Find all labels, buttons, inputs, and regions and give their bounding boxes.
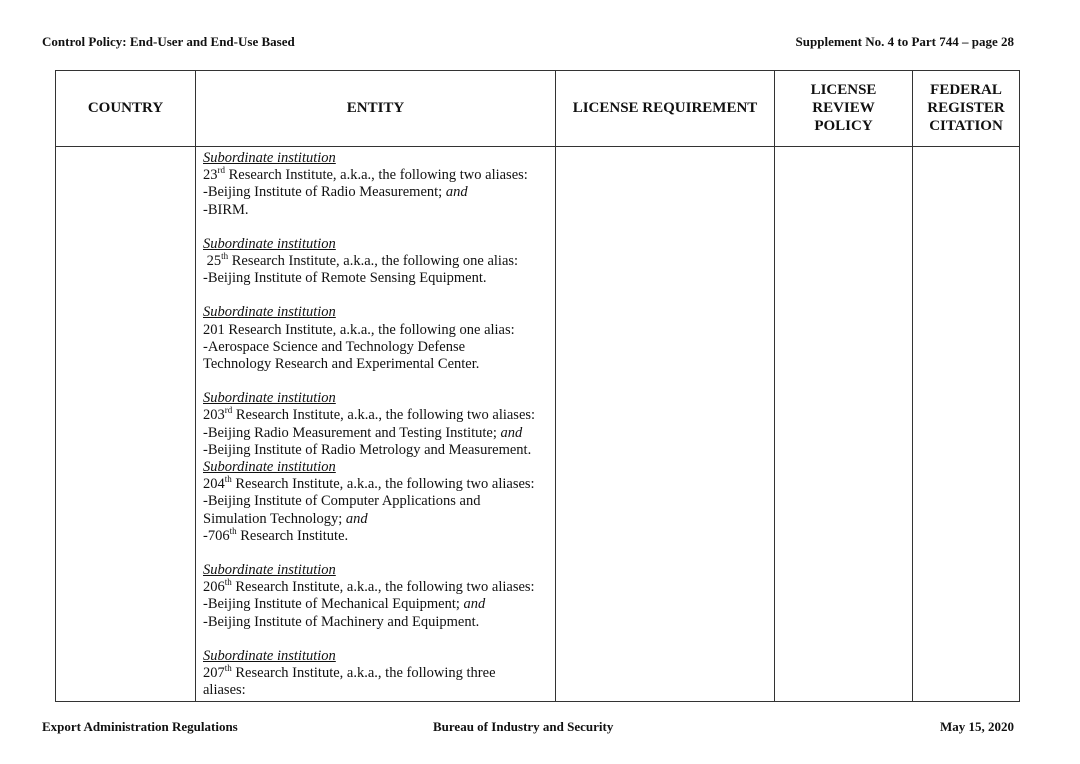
entity-text: Simulation Technology; <box>203 510 346 527</box>
subordinate-institution-label: Subordinate institution <box>203 647 336 664</box>
column-divider <box>912 70 913 702</box>
column-header-label: COUNTRY <box>87 100 164 116</box>
column-divider <box>555 70 556 702</box>
entity-entry <box>203 390 555 459</box>
conjunction-and: and <box>345 510 368 527</box>
ordinal-suffix: th <box>229 526 237 537</box>
entity-text: -Aerospace Science and Technology Defense <box>203 338 466 355</box>
running-footer-center: Bureau of Industry and Security <box>433 719 614 734</box>
entity-text: aliases: <box>203 682 246 699</box>
entity-entry <box>203 562 555 631</box>
ordinal-suffix: th <box>221 251 229 262</box>
column-header-label: CITATION <box>929 118 1003 134</box>
entity-text: Technology Research and Experimental Center. <box>203 356 480 373</box>
entity-text-line <box>203 339 555 356</box>
entity-cell <box>203 150 555 699</box>
entity-entry <box>203 150 555 219</box>
subordinate-institution-label: Subordinate institution <box>203 390 336 407</box>
entity-text: Research Institute, a.k.a., the following three <box>231 665 496 682</box>
ordinal-suffix: rd <box>224 405 233 416</box>
ordinal-suffix: th <box>224 474 232 485</box>
entity-text-line <box>203 579 555 596</box>
ordinal-suffix: th <box>224 577 232 588</box>
entity-text-line <box>203 493 555 510</box>
entity-text-line <box>203 425 555 442</box>
subordinate-institution-label: Subordinate institution <box>203 304 336 321</box>
entity-text-line <box>203 407 555 424</box>
column-header-label: REVIEW <box>812 100 875 116</box>
entity-list-table <box>55 70 1020 702</box>
entity-number: 25 <box>203 253 222 270</box>
running-footer-left: Export Administration Regulations <box>42 719 238 734</box>
entity-text: -Beijing Institute of Radio Metrology and Measurement. <box>203 441 532 458</box>
entity-text-line <box>203 528 555 545</box>
column-divider <box>774 70 775 702</box>
ordinal-suffix: th <box>224 663 232 674</box>
subordinate-institution-label: Subordinate institution <box>203 150 336 166</box>
entity-text-line <box>203 202 555 219</box>
entity-text: 201 Research Institute, a.k.a., the following one alias: <box>203 321 515 338</box>
entity-text-line <box>203 596 555 613</box>
column-header-country <box>56 70 195 146</box>
running-header-right: Supplement No. 4 to Part 744 – page 28 <box>795 34 1014 49</box>
entity-number: 204 <box>203 476 225 493</box>
entity-text: -BIRM. <box>203 201 249 218</box>
column-header-citation <box>913 70 1019 146</box>
entity-number: 207 <box>203 665 225 682</box>
entity-number: 23 <box>203 167 218 184</box>
entity-text-line <box>203 476 555 493</box>
entry-spacer <box>203 219 555 236</box>
entry-spacer <box>203 545 555 562</box>
entity-text: Research Institute, a.k.a., the following two aliases: <box>231 579 535 596</box>
entity-text: Research Institute, a.k.a., the following two aliases: <box>231 476 535 493</box>
entity-text-line <box>203 665 555 682</box>
entity-text-line <box>203 184 555 201</box>
conjunction-and: and <box>445 184 468 201</box>
subordinate-institution-label: Subordinate institution <box>203 235 336 252</box>
column-header-label: LICENSE <box>810 82 877 98</box>
column-header-entity <box>196 70 555 146</box>
column-header-label: REGISTER <box>927 100 1005 116</box>
entity-number: -706 <box>203 527 230 544</box>
entity-text-line <box>203 442 555 459</box>
conjunction-and: and <box>463 596 486 613</box>
column-header-review-policy <box>775 70 912 146</box>
entity-number: 203 <box>203 407 225 424</box>
entity-entry <box>203 459 555 545</box>
entity-number: 206 <box>203 579 225 596</box>
column-divider <box>1019 70 1020 702</box>
subordinate-institution-label: Subordinate institution <box>203 459 336 476</box>
entity-text-line <box>203 614 555 631</box>
running-header-left: Control Policy: End-User and End-Use Based <box>42 34 295 49</box>
conjunction-and: and <box>500 424 523 441</box>
column-header-label: ENTITY <box>346 100 405 116</box>
column-divider <box>195 70 196 702</box>
entry-spacer <box>203 631 555 648</box>
entity-text: -Beijing Institute of Radio Measurement; <box>203 184 446 201</box>
subordinate-institution-label: Subordinate institution <box>203 562 336 579</box>
header-row-border <box>55 146 1020 147</box>
entry-spacer <box>203 373 555 390</box>
entity-text: Research Institute, a.k.a., the following one alias: <box>228 253 519 270</box>
column-header-label: POLICY <box>814 118 873 134</box>
table-bottom-border <box>55 701 1020 702</box>
entity-entry <box>203 304 555 373</box>
entry-spacer <box>203 287 555 304</box>
column-header-license-requirement <box>556 70 774 146</box>
entity-text-line <box>203 167 555 184</box>
entity-text-line <box>203 356 555 373</box>
entity-text: Research Institute, a.k.a., the following two aliases: <box>232 407 536 424</box>
running-footer-right: May 15, 2020 <box>939 719 1014 734</box>
entity-text-line <box>203 511 555 528</box>
entity-text: Research Institute, a.k.a., the following two aliases: <box>225 167 528 184</box>
column-divider <box>55 70 56 702</box>
entity-text-line <box>203 322 555 339</box>
column-header-label: LICENSE REQUIREMENT <box>572 100 758 116</box>
entity-text: Research Institute. <box>236 527 349 544</box>
entity-entry <box>203 236 555 288</box>
entity-entry <box>203 648 555 700</box>
ordinal-suffix: rd <box>217 165 225 176</box>
entity-text-line <box>203 682 555 699</box>
entity-text: -Beijing Institute of Computer Applications and <box>203 493 481 510</box>
entity-text: -Beijing Institute of Remote Sensing Equipment. <box>203 270 487 287</box>
entity-text-line <box>203 253 555 270</box>
entity-text-line <box>203 270 555 287</box>
entity-text: -Beijing Institute of Mechanical Equipment; <box>203 596 464 613</box>
entity-text: -Beijing Institute of Machinery and Equipment. <box>203 613 480 630</box>
column-header-label: FEDERAL <box>930 82 1002 98</box>
entity-text: -Beijing Radio Measurement and Testing Institute; <box>203 424 501 441</box>
